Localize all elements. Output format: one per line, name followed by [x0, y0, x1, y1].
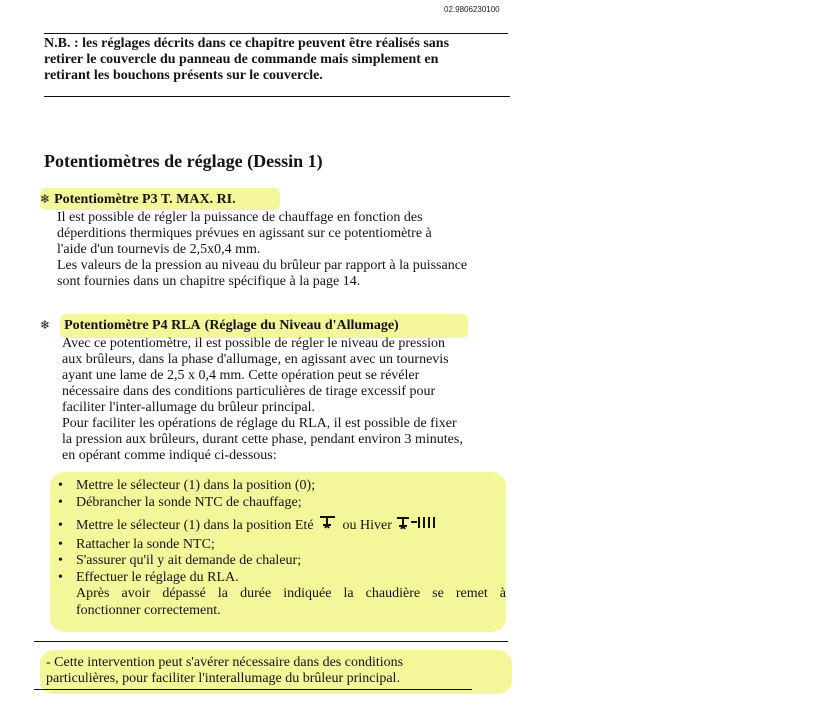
paragraph-line: Pour faciliter les opérations de réglage du RLA, il est possible de fixer — [62, 416, 457, 431]
nb-line: N.B. : les réglages décrits dans ce chapitre peuvent être réalisés sans — [44, 36, 450, 51]
paragraph-line: aux brûleurs, dans la phase d'allumage, en agissant avec un tournevis — [62, 352, 449, 367]
section2-title-paren: (Réglage du Niveau d'Allumage) — [204, 318, 399, 333]
steps-list — [58, 478, 506, 619]
after-steps-line: Après avoir dépassé la durée indiquée la chaudière se remet à — [76, 586, 506, 601]
paragraph-line: ayant une lame de 2,5 x 0,4 mm. Cette opération peut se révéler — [62, 368, 420, 383]
winter-tap-radiator-icon — [395, 513, 439, 537]
list-item: • S'assurer qu'il y ait demande de chaleur; — [58, 553, 302, 568]
list-item: • Mettre le sélecteur (1) dans la position (0); — [58, 478, 316, 493]
paragraph-line: l'aide d'un tournevis de 2,5x0,4 mm. — [57, 242, 261, 257]
section1-body — [57, 210, 514, 290]
snowflake-icon: ❄ — [40, 318, 51, 332]
section1-title: Potentiomètre P3 T. MAX. RI. — [54, 192, 236, 207]
nb-note — [44, 36, 510, 84]
footer-line: - Cette intervention peut s'avérer nécessaire dans des conditions — [46, 655, 404, 670]
paragraph-line: Les valeurs de la pression au niveau du brûleur par rapport à la puissance — [57, 258, 468, 273]
divider-nb — [44, 96, 510, 97]
section1-heading — [40, 190, 236, 208]
paragraph-line: Avec ce potentiomètre, il est possible de régler le niveau de pression — [62, 336, 446, 351]
page-title: Potentiomètres de réglage (Dessin 1) — [44, 151, 323, 171]
footer-line: particulières, pour faciliter l'interallumage du brûleur principal. — [46, 671, 400, 686]
document-number: 02.9806230100 — [444, 5, 500, 14]
list-item: • Débrancher la sonde NTC de chauffage; — [58, 494, 302, 510]
list-item: • Rattacher la sonde NTC; — [58, 536, 215, 552]
list-item: • Effectuer le réglage du RLA. — [58, 569, 239, 585]
paragraph-line: la pression aux brûleurs, durant cette phase, pendant environ 3 minutes, — [62, 432, 463, 447]
divider-top — [44, 33, 508, 34]
summer-tap-icon — [317, 513, 339, 537]
divider-footer-top — [34, 641, 508, 642]
paragraph-line: en opérant comme indiqué ci-dessous: — [62, 448, 277, 463]
section2-title: Potentiomètre P4 RLA — [64, 318, 201, 333]
list-item: • Mettre le sélecteur (1) dans la position Eté ou Hiver — [58, 513, 506, 537]
nb-line: retirant les bouchons présents sur le couvercle. — [44, 68, 323, 83]
paragraph-line: sont fournies dans un chapitre spécifique à la page 14. — [57, 274, 361, 289]
after-steps-line: fonctionner correctement. — [76, 602, 221, 618]
divider-footer-bottom — [34, 689, 472, 690]
paragraph-line: Il est possible de régler la puissance de chauffage en fonction des — [57, 210, 423, 225]
nb-line: retirer le couvercle du panneau de commande mais simplement en — [44, 52, 439, 67]
section2-heading — [40, 316, 399, 334]
footer-note — [46, 655, 506, 687]
snowflake-icon: ❄ — [40, 192, 51, 206]
paragraph-line: déperditions thermiques prévues en agissant sur ce potentiomètre à — [57, 226, 432, 241]
section2-body — [62, 336, 512, 464]
paragraph-line: nécessaire dans des conditions particulières de tirage excessif pour — [62, 384, 436, 399]
paragraph-line: faciliter l'inter-allumage du brûleur principal. — [62, 400, 315, 415]
